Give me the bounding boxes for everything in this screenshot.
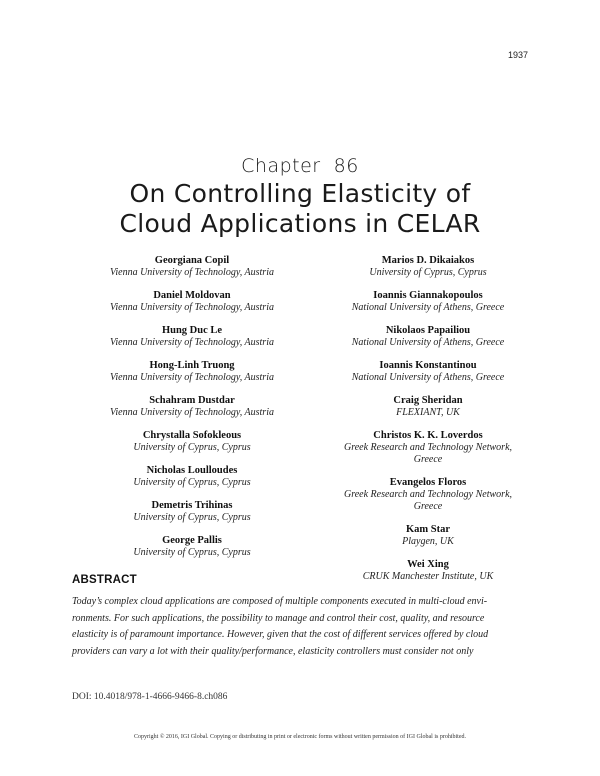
- author-affiliation: Greek Research and Technology Network,: [343, 489, 513, 500]
- author-column-right: [313, 255, 543, 594]
- author-name: Kam Star: [405, 524, 451, 535]
- author: [77, 290, 307, 314]
- author-affiliation: Vienna University of Technology, Austria: [110, 302, 274, 313]
- author-name: Demetris Trihinas: [151, 500, 233, 511]
- author: [77, 395, 307, 419]
- author-affiliation: University of Cyprus, Cyprus: [133, 477, 251, 488]
- author-affiliation: Vienna University of Technology, Austria: [110, 407, 274, 418]
- author: [313, 477, 543, 513]
- author-name: Nicholas Loulloudes: [146, 465, 238, 476]
- author-name: Hung Duc Le: [161, 325, 223, 336]
- doi: DOI: 10.4018/978-1-4666-9466-8.ch086: [72, 692, 228, 702]
- author: [313, 430, 543, 466]
- author-name: Ioannis Konstantinou: [379, 360, 477, 371]
- author-name: Hong-Linh Truong: [149, 360, 235, 371]
- author: [77, 255, 307, 279]
- author: [313, 360, 543, 384]
- author: [313, 325, 543, 349]
- author-affiliation: FLEXIANT, UK: [396, 407, 460, 418]
- abstract-heading: ABSTRACT: [72, 574, 137, 586]
- chapter-title-line-2: Cloud Applications in CELAR: [119, 209, 481, 238]
- author: [313, 395, 543, 419]
- author: [77, 430, 307, 454]
- author-name: Nikolaos Papailiou: [385, 325, 471, 336]
- copyright-notice: Copyright © 2016, IGI Global. Copying or distributing in print or electronic forms without written permission of IGI Global is prohibited.: [133, 734, 466, 740]
- author-name: Ioannis Giannakopoulos: [373, 290, 483, 301]
- author: [313, 524, 543, 548]
- author-name: Marios D. Dikaiakos: [381, 255, 475, 266]
- author: [313, 559, 543, 583]
- chapter-title: [0, 179, 600, 239]
- author-affiliation: Playgen, UK: [402, 536, 454, 547]
- abstract-line: elasticity is of paramount importance. However, given that the cost of different services offered by cloud: [72, 629, 489, 640]
- author: [313, 290, 543, 314]
- abstract-line: ronments. For such applications, the possibility to manage and control their cost, quality, and resource: [72, 612, 485, 624]
- author-affiliation: University of Cyprus, Cyprus: [133, 512, 251, 523]
- author: [77, 535, 307, 559]
- author: [77, 465, 307, 489]
- author-column-left: [77, 255, 307, 570]
- author-name: Schahram Dustdar: [149, 395, 235, 406]
- abstract-line: Today’s complex cloud applications are composed of multiple components executed in multi-cloud envi-: [72, 596, 488, 607]
- author-affiliation-country: Greece: [413, 454, 443, 465]
- page-number: 1937: [507, 50, 528, 60]
- author-affiliation: National University of Athens, Greece: [351, 337, 505, 348]
- author: [77, 500, 307, 524]
- abstract-line: providers can vary a lot with their quality/performance, elasticity controllers must consider not only: [72, 645, 474, 657]
- author-name: Daniel Moldovan: [153, 290, 231, 301]
- author: [77, 360, 307, 384]
- author-affiliation: University of Cyprus, Cyprus: [133, 442, 251, 453]
- author-affiliation: National University of Athens, Greece: [351, 302, 505, 313]
- author-affiliation: Greek Research and Technology Network,: [343, 442, 513, 453]
- author-name: Craig Sheridan: [393, 395, 463, 406]
- author-affiliation-country: Greece: [413, 501, 443, 512]
- author-name: Georgiana Copil: [154, 255, 230, 266]
- author-name: George Pallis: [162, 535, 222, 546]
- author-affiliation: CRUK Manchester Institute, UK: [362, 571, 494, 582]
- author-affiliation: University of Cyprus, Cyprus: [133, 547, 251, 558]
- author-name: Christos K. K. Loverdos: [373, 430, 483, 441]
- abstract-body: [72, 594, 534, 660]
- author-affiliation: University of Cyprus, Cyprus: [369, 267, 487, 278]
- author-affiliation: Vienna University of Technology, Austria: [110, 337, 274, 348]
- chapter-label: Chapter 86: [241, 155, 359, 177]
- author-name: Chrystalla Sofokleous: [142, 430, 242, 441]
- author-name: Evangelos Floros: [389, 477, 467, 488]
- author-affiliation: Vienna University of Technology, Austria: [110, 372, 274, 383]
- author-affiliation: Vienna University of Technology, Austria: [110, 267, 274, 278]
- author: [313, 255, 543, 279]
- author: [77, 325, 307, 349]
- author-affiliation: National University of Athens, Greece: [351, 372, 505, 383]
- author-name: Wei Xing: [407, 559, 449, 570]
- chapter-title-line-1: On Controlling Elasticity of: [129, 179, 471, 208]
